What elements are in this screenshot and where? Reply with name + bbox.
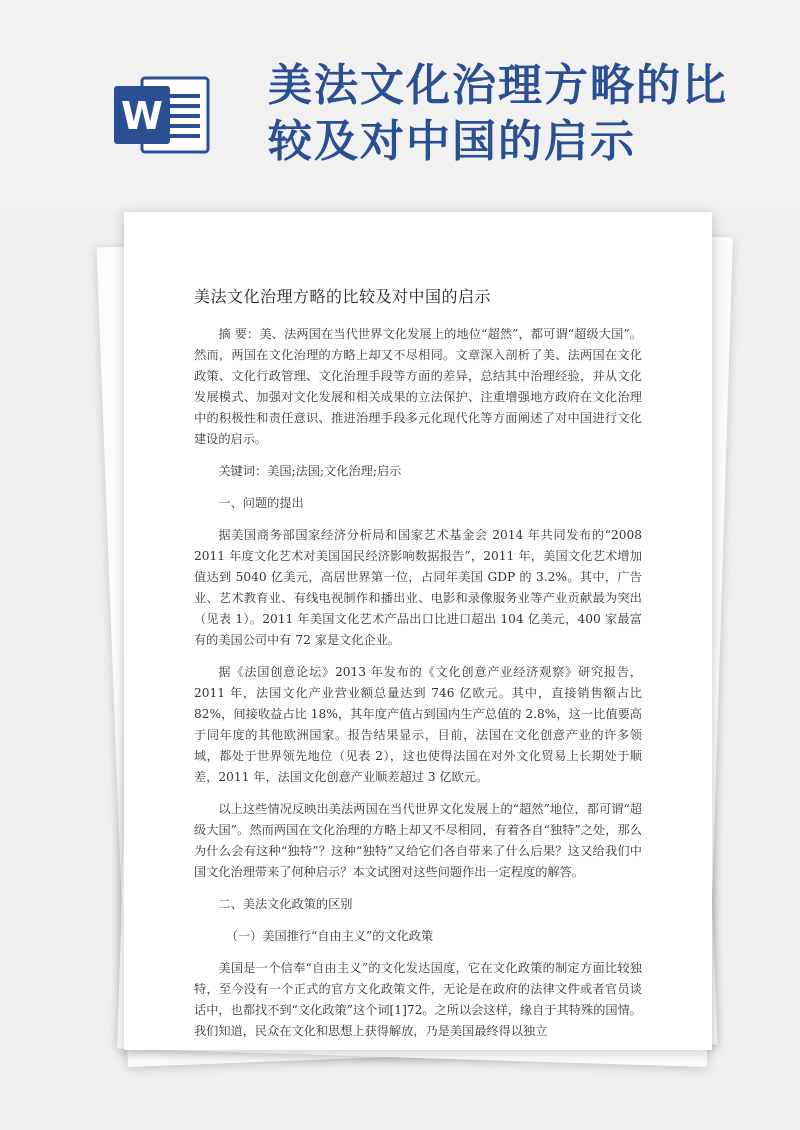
- body-paragraph: 据美国商务部国家经济分析局和国家艺术基金会 2014 年共同发布的“2008 2011 年度文化艺术对美国国民经济影响数据报告”，2011 年，美国文化艺术增加值达到 5040 亿美元，高居世界第一位，占同年美国 GDP 的 3.2%。其中，广告业、艺术教育业、有线电视制作和播出业、电影和录像服务业等产业贡献最为突出（见表 1）。2011 年美国文化艺术产品出口比进口超出 104 亿美元，400 家最富有的美国公司中有 72 家是文化企业。: [194, 528, 642, 647]
- banner-title: 美法文化治理方略的比较及对中国的启示: [268, 60, 728, 167]
- document-body: [194, 324, 642, 1050]
- banner: [0, 0, 800, 210]
- abstract-paragraph: 摘 要：美、法两国在当代世界文化发展上的地位“超然”，都可谓“超级大国”。然而，两国在文化治理的方略上却又不尽相同。文章深入剖析了美、法两国在文化政策、文化行政管理、文化治理手段等方面的差异，总结其中治理经验，并从文化发展模式、加强对文化发展和相关成果的立法保护、注重增强地方政府在文化治理中的积极性和责任意识、推进治理手段多元化现代化等方面阐述了对中国进行文化建设的启示。: [194, 327, 642, 446]
- document-title: 美法文化治理方略的比较及对中国的启示: [194, 287, 492, 306]
- document-page: [124, 212, 712, 1050]
- subsection-heading: （一）美国推行“自由主义”的文化政策: [225, 929, 434, 943]
- section-heading: 二、美法文化政策的区别: [218, 897, 353, 911]
- body-paragraph: 美国是一个信奉“自由主义”的文化发达国度，它在文化政策的制定方面比较独特，至今没有一个正式的官方文化政策文件，无论是在政府的法律文件或者官员谈话中，也都找不到“文化政策”这个词[1]72。之所以会这样，缘自于其特殊的国情。我们知道，民众在文化和思想上获得解放，乃是美国最终得以独立: [194, 961, 642, 1038]
- body-paragraph: 据《法国创意论坛》2013 年发布的《文化创意产业经济观察》研究报告，2011 年，法国文化产业营业额总量达到 746 亿欧元。其中，直接销售额占比 82%，间接收益占比 18%，其年度产值占到国内生产总值的 2.8%，这一比值要高于同年度的其他欧洲国家。报告结果显示，目前，法国在文化创意产业的许多领域，都处于世界领先地位（见表 2），这也使得法国在对外文化贸易上长期处于顺差，2011 年，法国文化创意产业顺差超过 3 亿欧元。: [194, 665, 642, 784]
- section-heading: 一、问题的提出: [218, 496, 304, 510]
- logo-letter: W: [121, 94, 163, 138]
- word-document-icon: [112, 72, 216, 158]
- body-paragraph: 以上这些情况反映出美法两国在当代世界文化发展上的“超然”地位，都可谓“超级大国”。然而两国在文化治理的方略上却又不尽相同，有着各自“独特”之处，那么为什么会有这种“独特”？这种“独特”又给它们各自带来了什么后果？这又给我们中国文化治理带来了何种启示？本文试图对这些问题作出一定程度的解答。: [194, 802, 642, 879]
- keywords-line: 关键词：美国;法国;文化治理;启示: [218, 464, 402, 478]
